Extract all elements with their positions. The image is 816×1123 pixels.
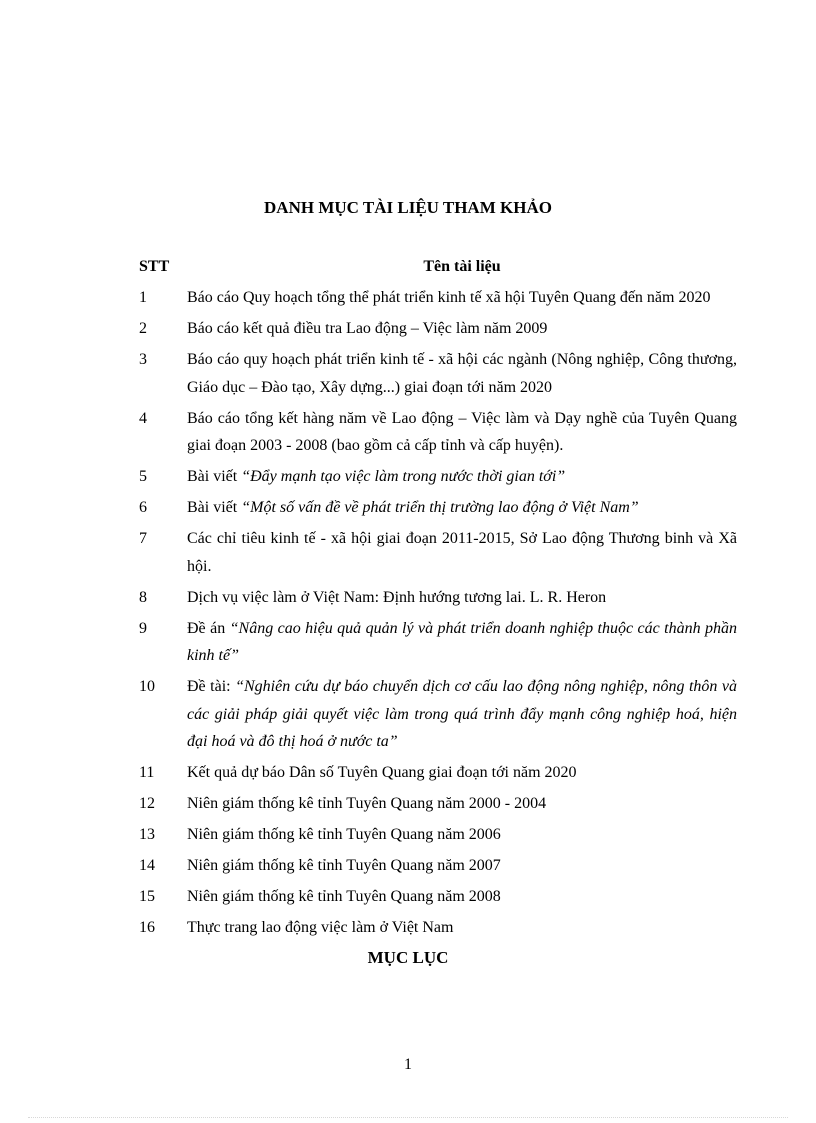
reference-number: 11 (139, 764, 155, 781)
reference-title (187, 790, 737, 821)
reference-text: Báo cáo tổng kết hàng năm về Lao động – Việc làm và Dạy nghề của Tuyên Quang giai đoạn 2003 - 2008 (bao gồm cả cấp tỉnh và cấp huyện). (187, 409, 737, 454)
reference-number: 14 (139, 857, 155, 874)
table-row (139, 821, 737, 852)
reference-number: 2 (139, 320, 147, 337)
reference-number: 3 (139, 351, 147, 368)
header-stt: STT (139, 258, 170, 275)
reference-text: Thực trang lao động việc làm ở Việt Nam (187, 919, 454, 936)
table-row (139, 673, 737, 759)
reference-number: 13 (139, 826, 155, 843)
reference-quoted-title: “Một số vấn đề về phát triển thị trường lao động ở Việt Nam” (241, 499, 639, 516)
reference-text: Báo cáo Quy hoạch tổng thể phát triển kinh tế xã hội Tuyên Quang đến năm 2020 (187, 289, 711, 306)
reference-title (187, 584, 737, 615)
reference-quoted-title: “Nâng cao hiệu quả quản lý và phát triển doanh nghiệp thuộc các thành phần kinh tế” (187, 619, 737, 664)
reference-title (187, 284, 737, 315)
table-row (139, 584, 737, 615)
reference-text: Niên giám thống kê tỉnh Tuyên Quang năm 2006 (187, 826, 501, 843)
reference-title (187, 615, 737, 674)
table-row (139, 405, 737, 464)
reference-title (187, 883, 737, 914)
reference-title (187, 852, 737, 883)
table-row (139, 284, 737, 315)
reference-title (187, 525, 737, 584)
reference-text: Đề án (187, 619, 230, 637)
table-row (139, 914, 737, 945)
reference-number: 16 (139, 919, 155, 936)
reference-text: Kết quả dự báo Dân số Tuyên Quang giai đoạn tới năm 2020 (187, 764, 577, 781)
reference-title (187, 821, 737, 852)
reference-number: 9 (139, 619, 147, 637)
reference-table (139, 256, 737, 945)
table-row (139, 759, 737, 790)
reference-text: Báo cáo kết quả điều tra Lao động – Việc làm năm 2009 (187, 320, 548, 337)
reference-text: Báo cáo quy hoạch phát triển kinh tế - xã hội các ngành (Nông nghiệp, Công thương, Giáo dục – Đào tạo, Xây dựng...) giai đoạn tới năm 2020 (187, 351, 737, 396)
page-divider (28, 1117, 788, 1118)
reference-title (187, 405, 737, 464)
reference-title (187, 463, 737, 494)
reference-title (187, 494, 737, 525)
reference-number: 6 (139, 499, 147, 516)
reference-title (187, 673, 737, 759)
reference-text: Niên giám thống kê tỉnh Tuyên Quang năm 2008 (187, 888, 501, 905)
reference-text: Các chỉ tiêu kinh tế - xã hội giai đoạn 2011-2015, Sở Lao động Thương binh và Xã hội. (187, 530, 737, 575)
reference-quoted-title: “Đẩy mạnh tạo việc làm trong nước thời gian tới” (241, 468, 566, 485)
reference-title (187, 914, 737, 945)
reference-title (187, 346, 737, 405)
reference-number: 5 (139, 468, 147, 485)
table-row (139, 346, 737, 405)
table-row (139, 883, 737, 914)
table-row (139, 790, 737, 821)
reference-number: 15 (139, 888, 155, 905)
reference-quoted-title: “Nghiên cứu dự báo chuyển dịch cơ cấu lao động nông nghiệp, nông thôn và các giải pháp giải quyết việc làm trong quá trình đẩy mạnh công nghiệp hoá, hiện đại hoá và đô thị hoá ở nước ta” (187, 678, 737, 750)
reference-table-container (139, 256, 737, 945)
table-row (139, 463, 737, 494)
reference-text: Dịch vụ việc làm ở Việt Nam: Định hướng tương lai. L. R. Heron (187, 588, 607, 606)
reference-text: Niên giám thống kê tỉnh Tuyên Quang năm 2000 - 2004 (187, 795, 547, 812)
table-header-row (139, 256, 737, 284)
reference-text: Bài viết (187, 468, 242, 485)
reference-title (187, 315, 737, 346)
reference-text: Bài viết (187, 499, 242, 516)
reference-number: 4 (139, 409, 147, 427)
reference-number: 12 (139, 795, 155, 812)
header-document-name: Tên tài liệu (423, 258, 501, 275)
reference-number: 8 (139, 588, 147, 606)
reference-number: 1 (139, 289, 147, 306)
table-row (139, 525, 737, 584)
reference-number: 7 (139, 530, 147, 547)
page-title: DANH MỤC TÀI LIỆU THAM KHẢO (264, 198, 552, 217)
table-row (139, 615, 737, 674)
reference-title (187, 759, 737, 790)
table-row (139, 494, 737, 525)
page-number: 1 (404, 1056, 412, 1073)
reference-text: Niên giám thống kê tỉnh Tuyên Quang năm 2007 (187, 857, 501, 874)
reference-list (139, 284, 737, 945)
reference-number: 10 (139, 678, 155, 695)
reference-text: Đề tài: (187, 678, 236, 695)
table-row (139, 852, 737, 883)
table-row (139, 315, 737, 346)
table-of-contents-title: MỤC LỤC (367, 948, 449, 967)
